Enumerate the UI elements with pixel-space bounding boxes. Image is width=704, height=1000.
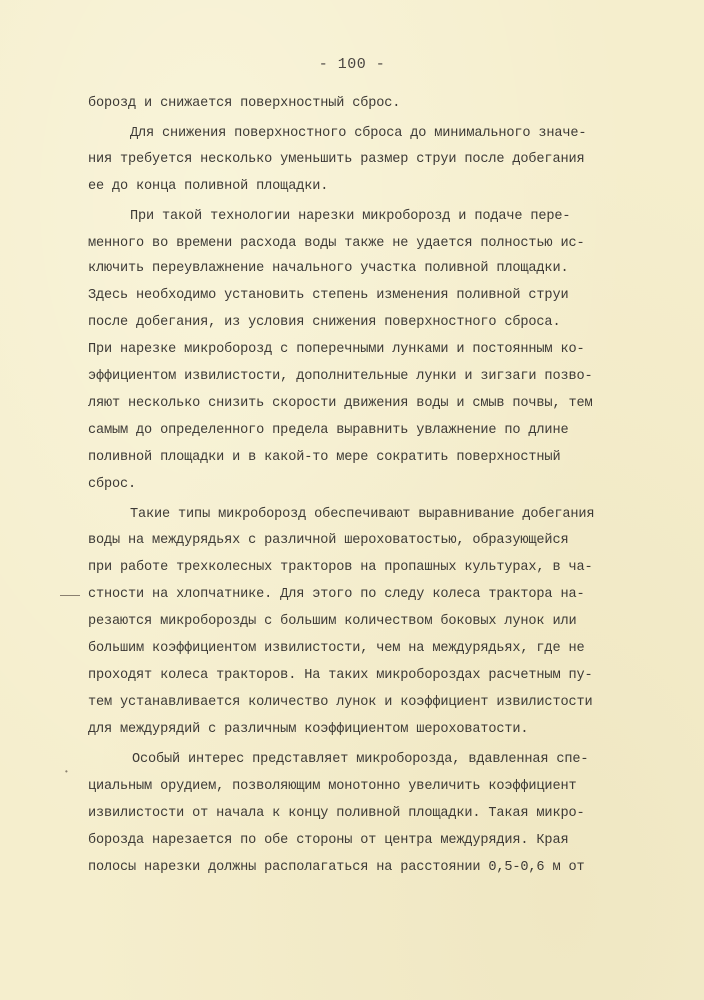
text-line: после добегания, из условия снижения поверхностного сброса. [88, 315, 561, 330]
text-line: резаются микроборозды с большим количеством боковых лунок или [88, 614, 577, 629]
text-line: для междурядий с различным коэффициентом шероховатости. [88, 722, 529, 737]
text-line: циальным орудием, позволяющим монотонно увеличить коэффициент [88, 779, 577, 794]
page-number: - 100 - [318, 56, 386, 73]
text-line: поливной площадки и в какой-то мере сократить поверхностный [88, 450, 561, 465]
text-line: ния требуется несколько уменьшить размер струи после добегания [88, 152, 585, 167]
text-line: извилистости от начала к концу поливной площадки. Такая микро- [88, 806, 585, 821]
text-line: при работе трехколесных тракторов на пропашных культурах, в ча- [88, 560, 593, 575]
text-line: менного во времени расхода воды также не удается полностью ис- [88, 236, 585, 251]
text-line: При нарезке микроборозд с поперечными лунками и постоянным ко- [88, 342, 585, 357]
text-line: сброс. [88, 477, 137, 492]
text-line: воды на междурядьях с различной шероховатостью, образующейся [88, 533, 569, 548]
text-line: большим коэффициентом извилистости, чем на междурядьях, где не [88, 641, 585, 656]
text-line: полосы нарезки должны располагаться на расстоянии 0,5-0,6 м от [88, 860, 585, 875]
text-line: При такой технологии нарезки микроборозд и подаче пере- [130, 209, 571, 224]
text-line: ляют несколько снизить скорости движения воды и смыв почвы, тем [88, 396, 593, 411]
text-line: борозда нарезается по обе стороны от центра междурядия. Края [88, 833, 569, 848]
text-line: самым до определенного предела выравнить увлажнение по длине [88, 423, 569, 438]
text-line: эффициентом извилистости, дополнительные лунки и зигзаги позво- [88, 369, 593, 384]
text-line: Особый интерес представляет микроборозда, вдавленная спе- [132, 752, 589, 767]
text-line: ее до конца поливной площадки. [88, 179, 329, 194]
text-line: Здесь необходимо установить степень изменения поливной струи [88, 288, 569, 303]
text-line: борозд и снижается поверхностный сброс. [88, 96, 401, 111]
text-line: Такие типы микроборозд обеспечивают выравнивание добегания [130, 507, 595, 522]
margin-dot-mark: • [64, 768, 69, 777]
text-line: Для снижения поверхностного сброса до минимального значе- [130, 126, 587, 141]
text-line: ключить переувлажнение начального участка поливной площадки. [88, 261, 569, 276]
text-line: стности на хлопчатнике. Для этого по следу колеса трактора на- [88, 587, 585, 602]
text-line: проходят колеса тракторов. На таких микробороздах расчетным пу- [88, 668, 593, 683]
text-line: тем устанавливается количество лунок и коэффициент извилистости [88, 695, 593, 710]
margin-tick-mark [60, 595, 80, 596]
